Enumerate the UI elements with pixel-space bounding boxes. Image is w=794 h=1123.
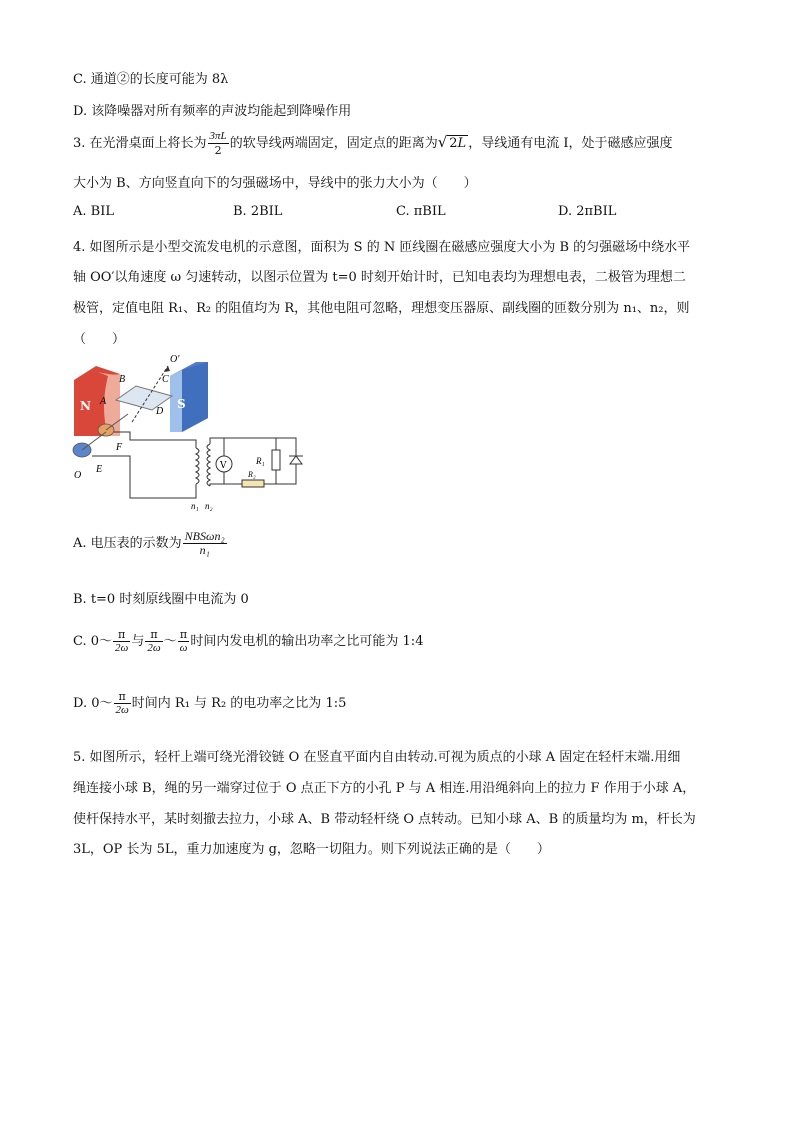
fraction-pi-over-2w: $\frac{\pi}{2\omega}$ xyxy=(115,628,129,654)
q3-stem-line1: 3. 在光滑桌面上将长为 $\frac{3\pi L}{2}$ 的软导线两端固定，固定点的距离为√ 2L ，导线通有电流 I，处于磁感应强度 xyxy=(73,130,673,157)
primary-coil xyxy=(196,448,199,484)
q2-option-d: D. 该降噪器对所有频率的声波均能起到降噪作用 xyxy=(73,104,352,119)
q4-stem-line3: 极管，定值电阻 R₁、R₂ 的阻值均为 R，其他电阻可忽略，理想变压器原、副线圈的匝数分别为 n₁、n₂，则 xyxy=(73,301,690,316)
label-s: S xyxy=(177,397,186,411)
q3-sqrt-distance: √ 2L xyxy=(437,133,467,151)
svg-text:V: V xyxy=(220,461,227,471)
q5-stem-line4: 3L，OP 长为 5L，重力加速度为 g，忽略一切阻力。则下列说法正确的是（ ） xyxy=(73,842,550,857)
q3-option-b: B. 2BIL xyxy=(233,204,283,219)
q4-option-b: B. t=0 时刻原线圈中电流为 0 xyxy=(73,592,249,607)
diode xyxy=(290,456,302,464)
svg-text:D: D xyxy=(156,406,164,417)
fraction-pi-over-2w: $\frac{\pi}{2\omega}$ xyxy=(147,628,161,654)
svg-text:n₁: n₁ xyxy=(191,501,199,511)
svg-text:A: A xyxy=(100,396,107,407)
q4-option-d: D. 0～ $\frac{\pi}{2\omega}$ 时间内 R₁ 与 R₂ 的电功率之比为 1:5 xyxy=(73,690,347,716)
fraction-pi-over-2w: $\frac{\pi}{2\omega}$ xyxy=(115,690,129,716)
svg-text:O′: O′ xyxy=(170,354,180,365)
secondary-coil xyxy=(207,444,210,486)
resistor-r1 xyxy=(272,450,280,470)
svg-text:E: E xyxy=(96,464,103,475)
svg-text:n₂: n₂ xyxy=(205,501,213,511)
q4-option-a: A. 电压表的示数为 $\frac{\text{NBSωn₂}}{\text{n₁}}$ xyxy=(73,529,225,557)
svg-text:F: F xyxy=(116,442,123,453)
rotating-coil xyxy=(116,386,172,410)
svg-text:O: O xyxy=(74,470,82,481)
svg-text:C: C xyxy=(162,374,169,385)
q4-stem-line1: 4. 如图所示是小型交流发电机的示意图，面积为 S 的 N 匝线圈在磁感应强度大小为 B 的匀强磁场中绕水平 xyxy=(73,240,691,255)
q4-stem-line2: 轴 OO′以角速度 ω 匀速转动，以图示位置为 t=0 时刻开始计时，已知电表均为理想电表，二极管为理想二 xyxy=(73,270,686,285)
q3-stem-line2: 大小为 B、方向竖直向下的匀强磁场中，导线中的张力大小为（ ） xyxy=(73,176,477,191)
svg-text:R₂: R₂ xyxy=(248,470,256,479)
q2-option-c: C. 通道②的长度可能为 8λ xyxy=(73,72,229,87)
q4-stem-line4: （ ） xyxy=(73,332,126,347)
q3-length-fraction: $\frac{3\pi L}{2}$ xyxy=(209,130,227,157)
q3-option-c: C. πBIL xyxy=(396,204,446,219)
generator-circuit-diagram xyxy=(70,352,310,512)
resistor-r2 xyxy=(242,480,264,487)
q5-stem-line2: 绳连接小球 B，绳的另一端穿过位于 O 点正下方的小孔 P 与 A 相连.用沿绳斜向上的拉力 F 作用于小球 A， xyxy=(73,781,696,796)
svg-text:B: B xyxy=(119,374,126,385)
q5-stem-line1: 5. 如图所示，轻杆上端可绕光滑铰链 O 在竖直平面内自由转动.可视为质点的小球 A 固定在轻杆末端.用细 xyxy=(73,750,681,765)
q4-option-a-fraction: $\frac{\text{NBSωn₂}}{\text{n₁}}$ xyxy=(184,529,225,557)
q5-stem-line3: 使杆保持水平，某时刻撤去拉力，小球 A、B 带动轻杆绕 O 点转动。已知小球 A、B 的质量均为 m，杆长为 xyxy=(73,812,696,827)
q4-option-c: C. 0～ $\frac{\pi}{2\omega}$ 与 $\frac{\pi}{2\omega}$ ～ $\frac{\pi}{\omega}$ 时间内发电机的输出功率之比可能为 1:4 xyxy=(73,628,424,654)
fraction-pi-over-w: $\frac{\pi}{\omega}$ xyxy=(179,628,188,654)
label-n: N xyxy=(80,399,91,413)
svg-text:R₁: R₁ xyxy=(256,456,265,466)
q3-option-a: A. BIL xyxy=(73,204,114,219)
q3-option-d: D. 2πBIL xyxy=(558,204,617,219)
